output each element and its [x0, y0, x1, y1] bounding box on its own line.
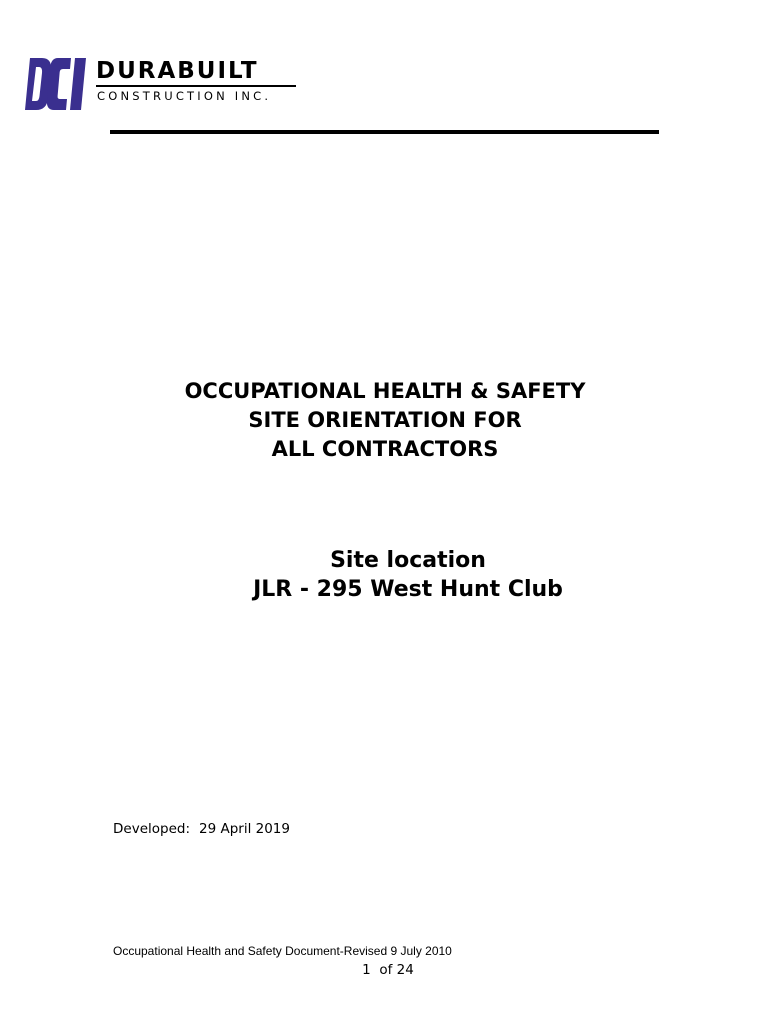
page-number [0, 962, 770, 979]
logo-company-name: DURABUILT [96, 58, 259, 84]
title-line: ALL CONTRACTORS [271, 437, 499, 461]
title-line: OCCUPATIONAL HEALTH & SAFETY [184, 379, 586, 403]
logo-company-subtitle: CONSTRUCTION INC. [97, 89, 272, 103]
header-divider [110, 130, 659, 134]
developed-date: 29 April 2019 [199, 821, 290, 837]
developed-label: Developed: [113, 821, 190, 837]
title-line: SITE ORIENTATION FOR [248, 408, 522, 432]
document-title [0, 377, 770, 464]
logo-divider [96, 85, 296, 87]
page-total: of 24 [379, 962, 414, 978]
page-current: 1 [362, 962, 371, 978]
company-logo [24, 56, 294, 112]
footer-text: Occupational Health and Safety Document-Revised 9 July 2010 [113, 944, 452, 958]
site-location-name: JLR - 295 West Hunt Club [253, 577, 563, 602]
site-location-label: Site location [330, 548, 486, 573]
dci-logo-mark [24, 56, 88, 112]
developed-line [113, 820, 290, 838]
